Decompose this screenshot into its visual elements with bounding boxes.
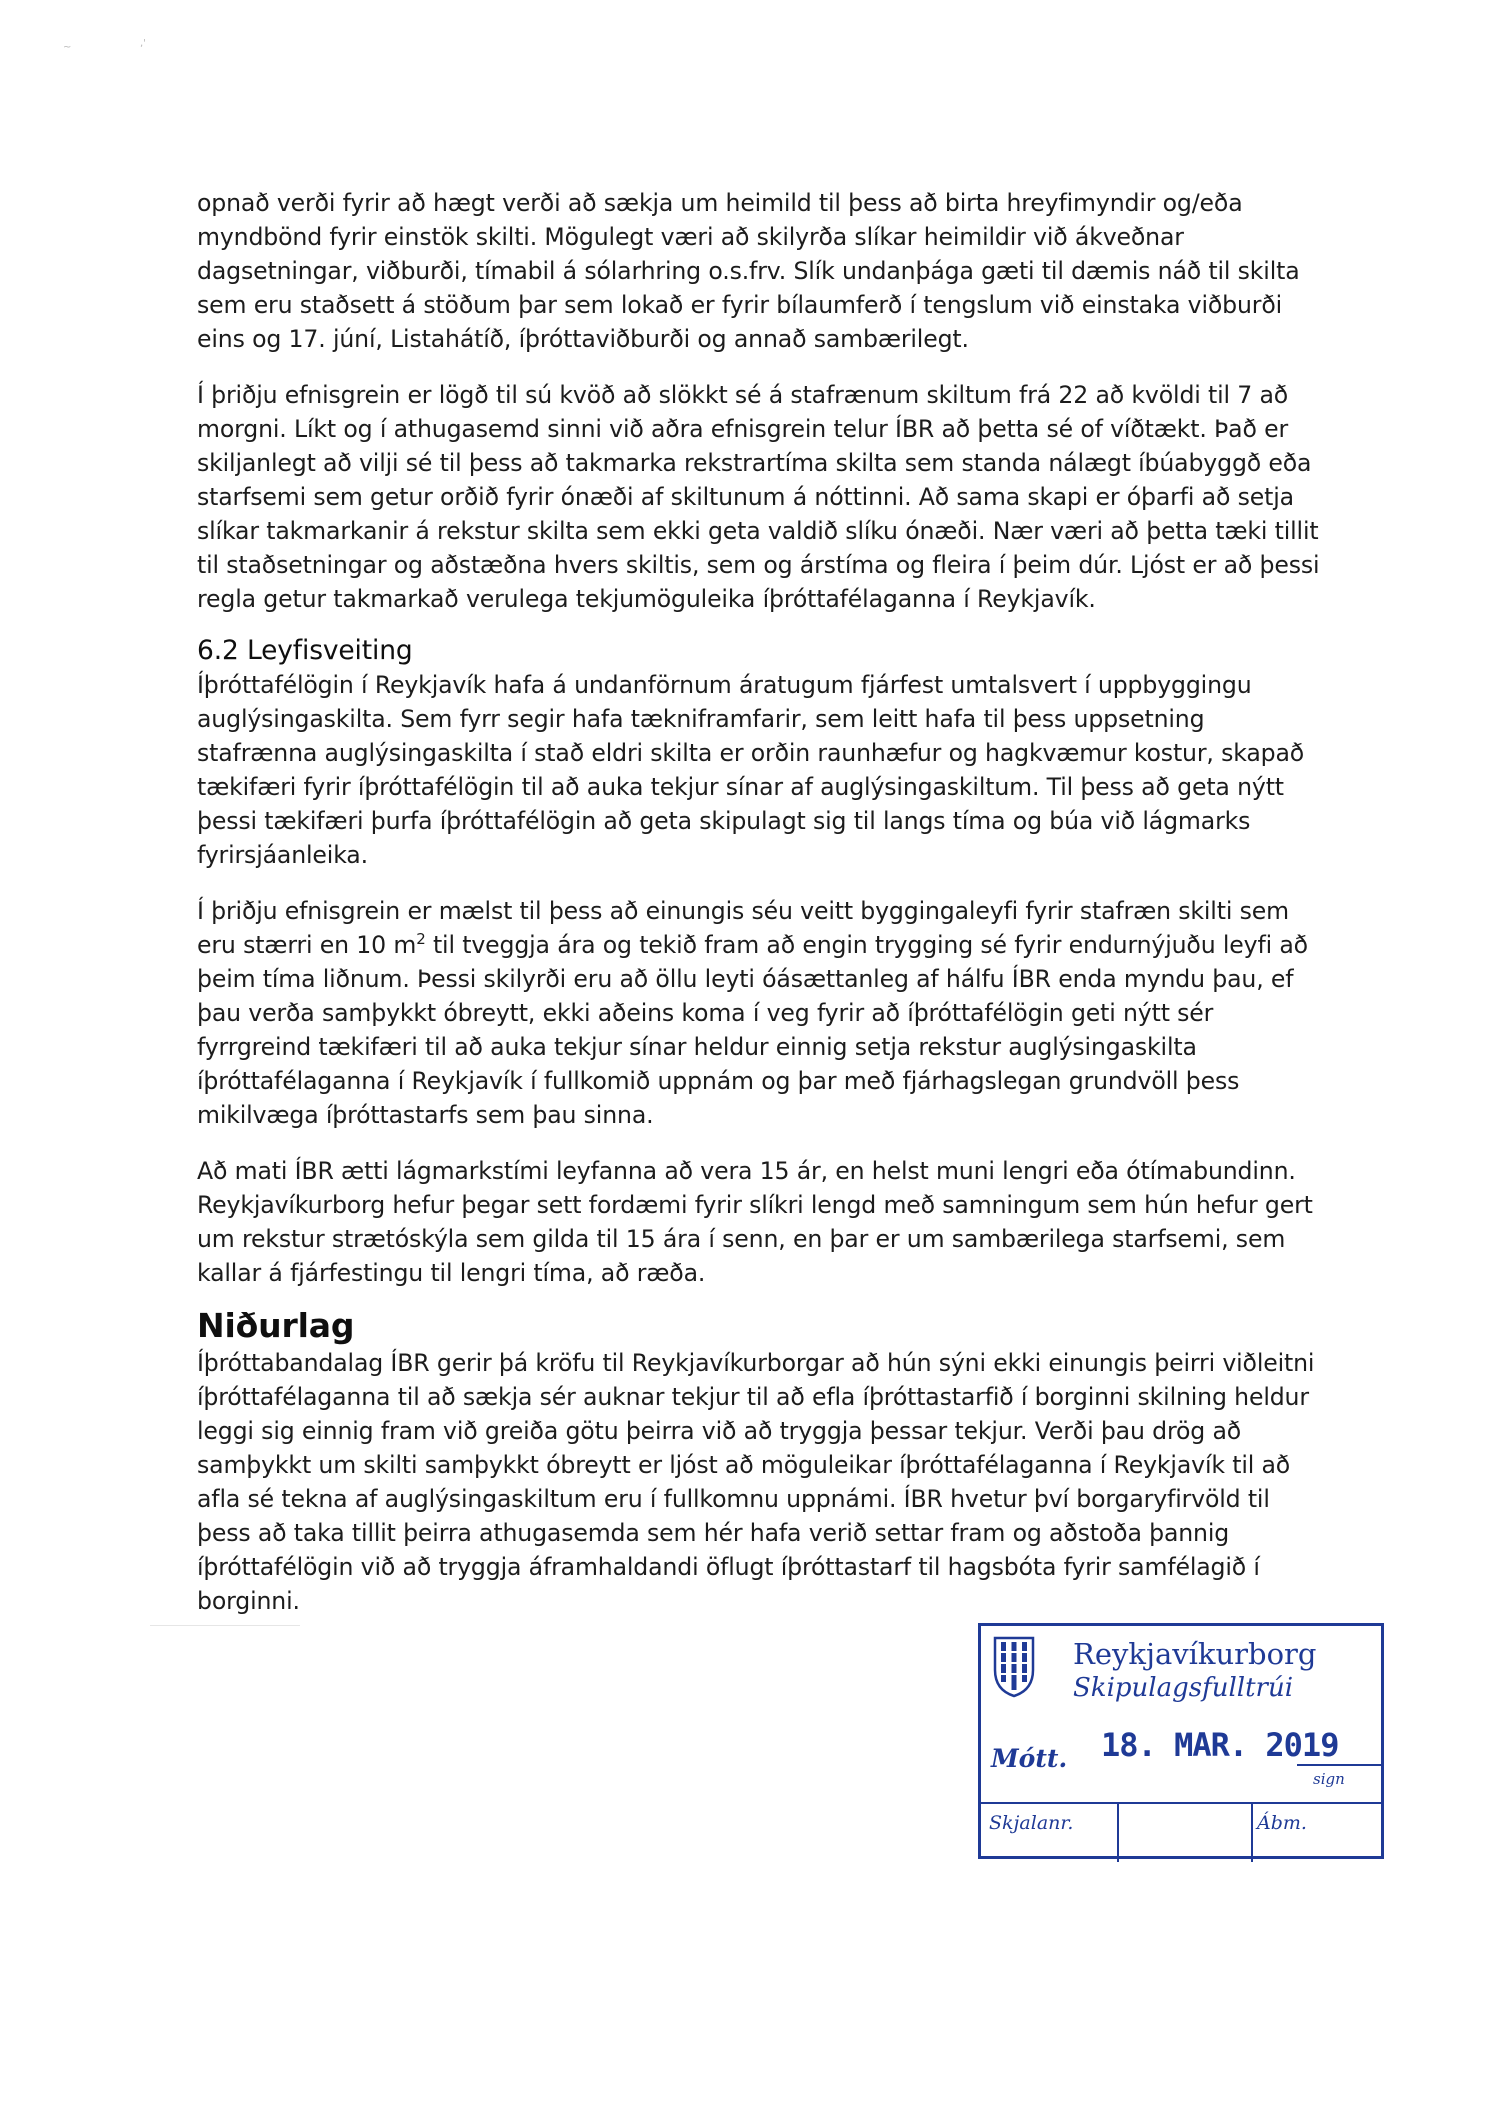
received-stamp	[978, 1623, 1384, 1859]
paragraph-4-text-before: Í þriðju efnisgrein er mælst til þess að einungis séu veitt byggingaleyfi fyrir stafræn skilti sem eru stærri en 10 m	[197, 897, 1289, 959]
stamp-cell-divider	[1117, 1804, 1119, 1862]
scan-artifact: ~	[63, 42, 72, 53]
paragraph-6: Íþróttabandalag ÍBR gerir þá kröfu til Reykjavíkurborgar að hún sýni ekki einungis þeirri viðleitni íþróttafélaganna til að sækja sér auknar tekjur til að efla íþróttastarfið í borginni skilning heldur leggi sig einnig fram við greiða götu þeirra við að tryggja þessar tekjur. Verði þau drög að samþykkt um skilti samþykkt óbreytt er ljóst að möguleikar íþróttafélaganna í Reykjavík til að afla sé tekna af auglýsingaskiltum eru í fullkomnu uppnámi. ÍBR hvetur því borgaryfirvöld til þess að taka tillit þeirra athugasemda sem hér hafa verið settar fram og aðstoða þannig íþróttafélögin við að tryggja áframhaldandi öflugt íþróttastarf til hagsbóta fyrir samfélagið í borginni.	[197, 1349, 1315, 1615]
stamp-received-label: Mótt.	[991, 1744, 1068, 1773]
stamp-organization: Reykjavíkurborg	[1073, 1637, 1317, 1671]
stamp-sign-line	[1297, 1764, 1381, 1766]
paragraph-1: opnað verði fyrir að hægt verði að sækja um heimild til þess að birta hreyfimyndir og/eða myndbönd fyrir einstök skilti. Mögulegt væri að skilyrða slíkar heimildir við ákveðnar dagsetningar, viðburði, tímabil á sólarhring o.s.frv. Slík undanþága gæti til dæmis náð til skilta sem eru staðsett á stöðum þar sem lokað er fyrir bílaumferð í tengslum við einstaka viðburði eins og 17. júní, Listahátíð, íþróttaviðburði og annað sambærilegt.	[197, 189, 1300, 353]
stamp-office: Skipulagsfulltrúi	[1073, 1673, 1294, 1703]
scan-artifact-line	[150, 1625, 300, 1626]
paragraph-5: Að mati ÍBR ætti lágmarkstími leyfanna að vera 15 ár, en helst muni lengri eða ótímabundinn. Reykjavíkurborg hefur þegar sett fordæmi fyrir slíkri lengd með samningum sem hún hefur gert um rekstur strætóskýla sem gilda til 15 ára í senn, en þar er um sambærilega starfsemi, sem kallar á fjárfestingu til lengri tíma, að ræða.	[197, 1157, 1313, 1287]
letter-body	[197, 186, 1327, 1618]
stamp-sign-label: sign	[1313, 1770, 1345, 1788]
paragraph-3: Íþróttafélögin í Reykjavík hafa á undanförnum áratugum fjárfest umtalsvert í uppbyggingu auglýsingaskilta. Sem fyrr segir hafa tækniframfarir, sem leitt hafa til þess uppsetning stafrænna auglýsingaskilta í stað eldri skilta er orðin raunhæfur og hagkvæmur kostur, skapað tækifæri fyrir íþróttafélögin til að auka tekjur sínar af auglýsingaskiltum. Til þess að geta nýtt þessi tækifæri þurfa íþróttafélögin að geta skipulagt sig til langs tíma og búa við lágmarks fyrirsjáanleika.	[197, 671, 1305, 869]
superscript-2: 2	[416, 930, 426, 949]
stamp-reference-label: Skjalanr.	[989, 1812, 1074, 1834]
paragraph-4-text-after: til tveggja ára og tekið fram að engin trygging sé fyrir endurnýjuðu leyfi að þeim tíma liðnum. Þessi skilyrði eru að öllu leyti óásættanleg af hálfu ÍBR enda myndu þau, ef þau verða samþykkt óbreytt, ekki aðeins koma í veg fyrir að íþróttafélögin geti nýtt sér fyrrgreind tækifæri til að auka tekjur sínar heldur einnig setja rekstur auglýsingaskilta íþróttafélaganna í Reykjavík í fullkomið uppnám og þar með fjárhagslegan grundvöll þess mikilvæga íþróttastarfs sem þau sinna.	[197, 931, 1308, 1129]
stamp-received-date: 18. MAR. 2019	[1101, 1726, 1339, 1764]
stamp-bottom-row	[981, 1802, 1381, 1862]
stamp-cell-divider	[1251, 1804, 1253, 1862]
paragraph-4	[197, 894, 1327, 1132]
stamp-responsible-label: Ábm.	[1257, 1812, 1307, 1834]
section-heading-conclusion: Niðurlag	[197, 1306, 355, 1345]
paragraph-2: Í þriðju efnisgrein er lögð til sú kvöð að slökkt sé á stafrænum skiltum frá 22 að kvöldi til 7 að morgni. Líkt og í athugasemd sinni við aðra efnisgrein telur ÍBR að þetta sé of víðtækt. Það er skiljanlegt að vilji sé til þess að takmarka rekstrartíma skilta sem standa nálægt íbúabyggð eða starfsemi sem getur orðið fyrir ónæði af skiltunum á nóttinni. Að sama skapi er óþarfi að setja slíkar takmarkanir á rekstur skilta sem ekki geta valdið slíku ónæði. Nær væri að þetta tæki tillit til staðsetningar og aðstæðna hvers skiltis, sem og árstíma og fleira í þeim dúr. Ljóst er að þessi regla getur takmarkað verulega tekjumöguleika íþróttafélaganna í Reykjavík.	[197, 381, 1320, 613]
reykjavik-crest-icon	[993, 1636, 1035, 1698]
scan-artifact: ,'	[140, 38, 146, 49]
section-heading-6-2: 6.2 Leyfisveiting	[197, 635, 413, 666]
